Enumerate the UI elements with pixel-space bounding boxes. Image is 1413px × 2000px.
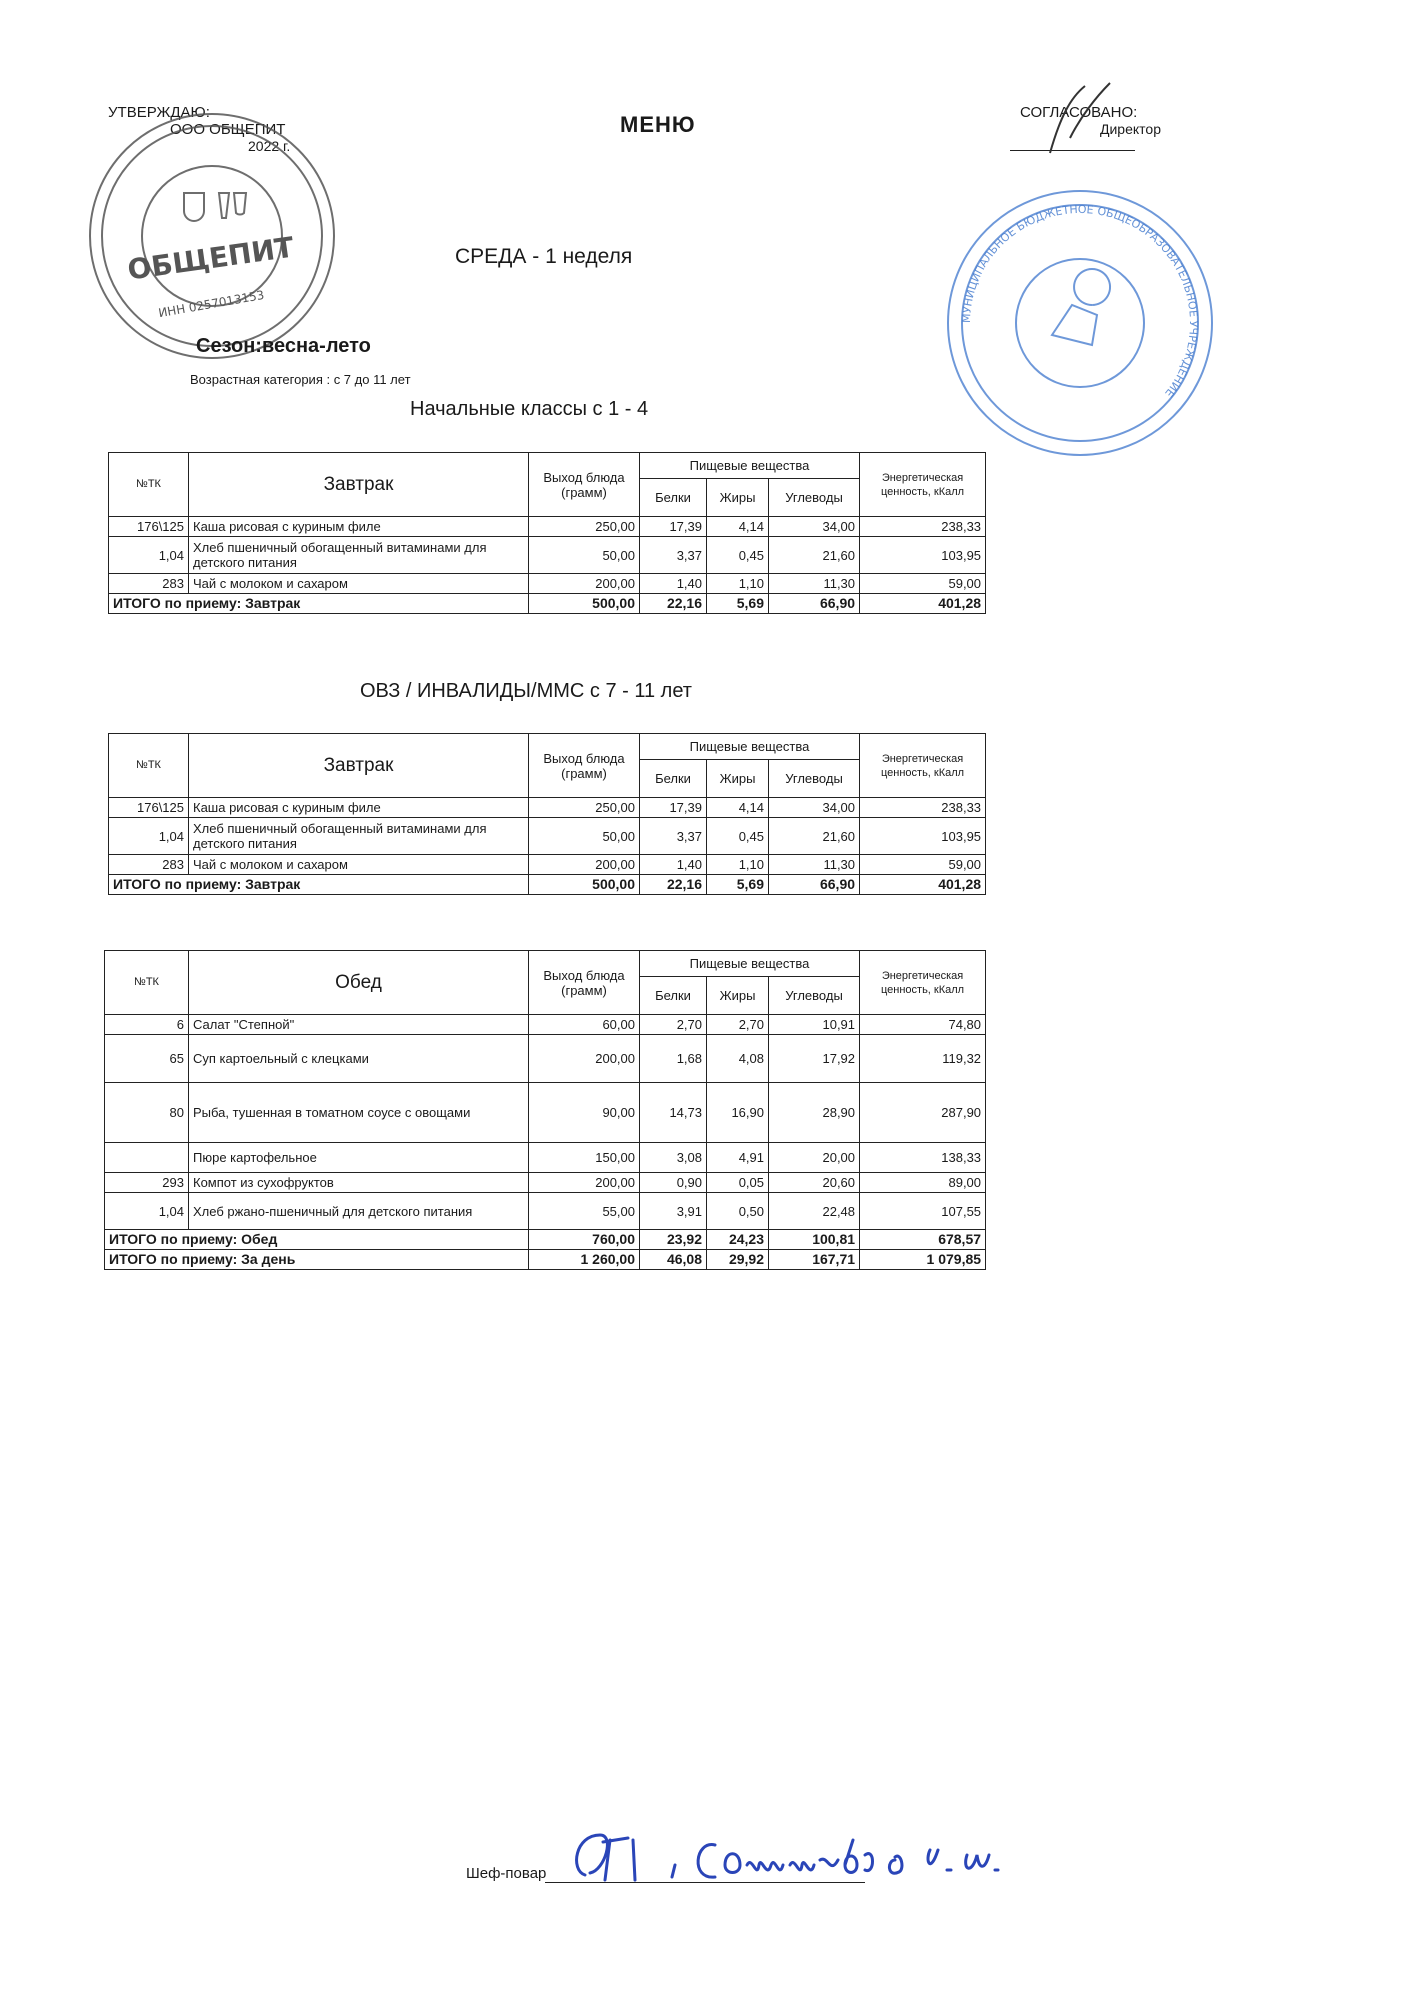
total-label: ИТОГО по приему: Обед	[105, 1230, 529, 1250]
cell-carbs: 22,48	[769, 1193, 860, 1230]
lunch-table	[104, 950, 986, 1270]
day-total-row	[105, 1250, 986, 1270]
table-row	[105, 1173, 986, 1193]
document-title: МЕНЮ	[620, 112, 696, 137]
total-yield: 760,00	[529, 1230, 640, 1250]
director-signature	[1040, 78, 1120, 158]
agreed-position: Директор	[1100, 121, 1161, 137]
col-fat: Жиры	[707, 977, 769, 1015]
cell-energy: 287,90	[860, 1083, 986, 1143]
cell-tk: 65	[105, 1035, 189, 1083]
col-nutrients: Пищевые вещества	[640, 951, 860, 977]
table-row	[105, 1035, 986, 1083]
cell-carbs: 21,60	[769, 818, 860, 855]
col-energy: Энергетическая ценность, кКалл	[860, 453, 986, 517]
cell-protein: 17,39	[640, 517, 707, 537]
cell-yield: 250,00	[529, 798, 640, 818]
chef-label: Шеф-повар	[466, 1865, 547, 1882]
total-row	[109, 875, 986, 895]
cell-fat: 16,90	[707, 1083, 769, 1143]
total-label: ИТОГО по приему: Завтрак	[109, 594, 529, 614]
cell-carbs: 20,00	[769, 1143, 860, 1173]
chef-signature	[555, 1820, 1040, 1900]
cell-dish: Каша рисовая с куриным филе	[189, 798, 529, 818]
table-row	[109, 818, 986, 855]
breakfast-table-ovz	[108, 733, 986, 895]
col-protein: Белки	[640, 479, 707, 517]
cell-energy: 138,33	[860, 1143, 986, 1173]
total-row	[109, 594, 986, 614]
cell-yield: 50,00	[529, 818, 640, 855]
col-tk: №ТК	[109, 453, 189, 517]
cell-protein: 17,39	[640, 798, 707, 818]
cell-tk: 283	[109, 574, 189, 594]
cell-fat: 4,91	[707, 1143, 769, 1173]
cell-protein: 1,68	[640, 1035, 707, 1083]
col-fat: Жиры	[707, 479, 769, 517]
cell-fat: 1,10	[707, 574, 769, 594]
cell-fat: 0,05	[707, 1173, 769, 1193]
cell-energy: 119,32	[860, 1035, 986, 1083]
cell-fat: 1,10	[707, 855, 769, 875]
section-primary-title: Начальные классы с 1 - 4	[410, 398, 649, 420]
cell-fat: 0,45	[707, 818, 769, 855]
col-carbs: Углеводы	[769, 479, 860, 517]
total-protein: 22,16	[640, 594, 707, 614]
cell-protein: 2,70	[640, 1015, 707, 1035]
stamp-left-label: ОБЩЕПИТ	[125, 230, 296, 287]
cell-yield: 60,00	[529, 1015, 640, 1035]
organization-stamp	[84, 108, 340, 364]
cell-yield: 90,00	[529, 1083, 640, 1143]
col-nutrients: Пищевые вещества	[640, 734, 860, 760]
cell-protein: 3,37	[640, 818, 707, 855]
cell-dish: Компот из сухофруктов	[189, 1173, 529, 1193]
cell-tk: 283	[109, 855, 189, 875]
cell-tk: 1,04	[109, 537, 189, 574]
cell-fat: 0,50	[707, 1193, 769, 1230]
age-category: Возрастная категория : с 7 до 11 лет	[190, 372, 411, 387]
cell-yield: 250,00	[529, 517, 640, 537]
cell-dish: Чай с молоком и сахаром	[189, 574, 529, 594]
cell-dish: Салат "Степной"	[189, 1015, 529, 1035]
cell-energy: 89,00	[860, 1173, 986, 1193]
cell-carbs: 34,00	[769, 798, 860, 818]
cell-protein: 3,91	[640, 1193, 707, 1230]
cell-fat: 4,08	[707, 1035, 769, 1083]
cell-carbs: 10,91	[769, 1015, 860, 1035]
cell-tk: 1,04	[105, 1193, 189, 1230]
table-row	[109, 537, 986, 574]
day-total-carbs: 167,71	[769, 1250, 860, 1270]
cell-fat: 4,14	[707, 798, 769, 818]
cell-yield: 200,00	[529, 574, 640, 594]
cell-dish: Суп картоельный с клецками	[189, 1035, 529, 1083]
total-label: ИТОГО по приему: Завтрак	[109, 875, 529, 895]
cell-energy: 238,33	[860, 517, 986, 537]
table-row	[109, 517, 986, 537]
total-row	[105, 1230, 986, 1250]
cell-dish: Каша рисовая с куриным филе	[189, 517, 529, 537]
cell-tk	[105, 1143, 189, 1173]
total-fat: 5,69	[707, 594, 769, 614]
table-row	[109, 574, 986, 594]
cell-carbs: 11,30	[769, 574, 860, 594]
table-row	[105, 1193, 986, 1230]
col-tk: №ТК	[105, 951, 189, 1015]
total-protein: 23,92	[640, 1230, 707, 1250]
cell-yield: 200,00	[529, 1035, 640, 1083]
col-energy: Энергетическая ценность, кКалл	[860, 734, 986, 798]
breakfast-table-primary	[108, 452, 986, 614]
cell-energy: 107,55	[860, 1193, 986, 1230]
approved-year: 2022 г.	[248, 138, 291, 154]
cell-carbs: 28,90	[769, 1083, 860, 1143]
season-label: Сезон:весна-лето	[196, 335, 371, 357]
cell-tk: 1,04	[109, 818, 189, 855]
cell-tk: 80	[105, 1083, 189, 1143]
approved-title: УТВЕРЖДАЮ:	[108, 104, 210, 121]
table-row	[105, 1015, 986, 1035]
table-row	[109, 855, 986, 875]
cell-protein: 0,90	[640, 1173, 707, 1193]
section-ovz-title: ОВЗ / ИНВАЛИДЫ/ММС с 7 - 11 лет	[360, 680, 692, 702]
cell-dish: Чай с молоком и сахаром	[189, 855, 529, 875]
col-yield: Выход блюда (грамм)	[529, 453, 640, 517]
cell-dish: Хлеб пшеничный обогащенный витаминами для детского питания	[189, 818, 529, 855]
cell-carbs: 17,92	[769, 1035, 860, 1083]
cell-carbs: 11,30	[769, 855, 860, 875]
cell-dish: Рыба, тушенная в томатном соусе с овощами	[189, 1083, 529, 1143]
cell-yield: 200,00	[529, 855, 640, 875]
col-energy: Энергетическая ценность, кКалл	[860, 951, 986, 1015]
cell-carbs: 20,60	[769, 1173, 860, 1193]
col-yield: Выход блюда (грамм)	[529, 734, 640, 798]
stamp-left-inn: ИНН 0257013153	[157, 287, 266, 321]
school-stamp	[942, 185, 1218, 461]
cell-tk: 176\125	[109, 798, 189, 818]
cell-yield: 150,00	[529, 1143, 640, 1173]
table-row	[105, 1083, 986, 1143]
col-carbs: Углеводы	[769, 977, 860, 1015]
total-carbs: 66,90	[769, 875, 860, 895]
total-carbs: 100,81	[769, 1230, 860, 1250]
total-fat: 24,23	[707, 1230, 769, 1250]
meal-title: Завтрак	[189, 734, 529, 798]
agreed-title: СОГЛАСОВАНО:	[1020, 104, 1138, 121]
table-row	[105, 1143, 986, 1173]
cell-energy: 74,80	[860, 1015, 986, 1035]
total-yield: 500,00	[529, 875, 640, 895]
day-total-energy: 1 079,85	[860, 1250, 986, 1270]
cell-yield: 50,00	[529, 537, 640, 574]
cell-fat: 2,70	[707, 1015, 769, 1035]
total-protein: 22,16	[640, 875, 707, 895]
cell-dish: Пюре картофельное	[189, 1143, 529, 1173]
stamp-right-ring-text: МУНИЦИПАЛЬНОЕ БЮДЖЕТНОЕ ОБЩЕОБРАЗОВАТЕЛЬНОЕ УЧРЕЖДЕНИЕ	[959, 202, 1201, 400]
total-fat: 5,69	[707, 875, 769, 895]
cell-fat: 0,45	[707, 537, 769, 574]
cell-dish: Хлеб пшеничный обогащенный витаминами для детского питания	[189, 537, 529, 574]
cell-carbs: 34,00	[769, 517, 860, 537]
meal-title: Завтрак	[189, 453, 529, 517]
col-nutrients: Пищевые вещества	[640, 453, 860, 479]
cell-protein: 14,73	[640, 1083, 707, 1143]
cell-energy: 59,00	[860, 574, 986, 594]
cell-tk: 6	[105, 1015, 189, 1035]
cell-tk: 293	[105, 1173, 189, 1193]
cell-energy: 103,95	[860, 818, 986, 855]
total-energy: 678,57	[860, 1230, 986, 1250]
day-total-fat: 29,92	[707, 1250, 769, 1270]
col-protein: Белки	[640, 760, 707, 798]
total-energy: 401,28	[860, 875, 986, 895]
day-label: СРЕДА - 1 неделя	[455, 245, 633, 268]
cell-tk: 176\125	[109, 517, 189, 537]
cell-energy: 238,33	[860, 798, 986, 818]
cell-protein: 3,08	[640, 1143, 707, 1173]
total-yield: 500,00	[529, 594, 640, 614]
cell-protein: 1,40	[640, 574, 707, 594]
cell-fat: 4,14	[707, 517, 769, 537]
col-carbs: Углеводы	[769, 760, 860, 798]
cell-protein: 3,37	[640, 537, 707, 574]
cell-dish: Хлеб ржано-пшеничный для детского питания	[189, 1193, 529, 1230]
cell-energy: 59,00	[860, 855, 986, 875]
total-carbs: 66,90	[769, 594, 860, 614]
meal-title: Обед	[189, 951, 529, 1015]
col-fat: Жиры	[707, 760, 769, 798]
cell-energy: 103,95	[860, 537, 986, 574]
cell-protein: 1,40	[640, 855, 707, 875]
cell-yield: 55,00	[529, 1193, 640, 1230]
cell-carbs: 21,60	[769, 537, 860, 574]
col-protein: Белки	[640, 977, 707, 1015]
col-yield: Выход блюда (грамм)	[529, 951, 640, 1015]
total-energy: 401,28	[860, 594, 986, 614]
approved-org: ООО ОБЩЕПИТ	[170, 121, 286, 138]
cell-yield: 200,00	[529, 1173, 640, 1193]
day-total-label: ИТОГО по приему: За день	[105, 1250, 529, 1270]
col-tk: №ТК	[109, 734, 189, 798]
table-row	[109, 798, 986, 818]
day-total-yield: 1 260,00	[529, 1250, 640, 1270]
day-total-protein: 46,08	[640, 1250, 707, 1270]
